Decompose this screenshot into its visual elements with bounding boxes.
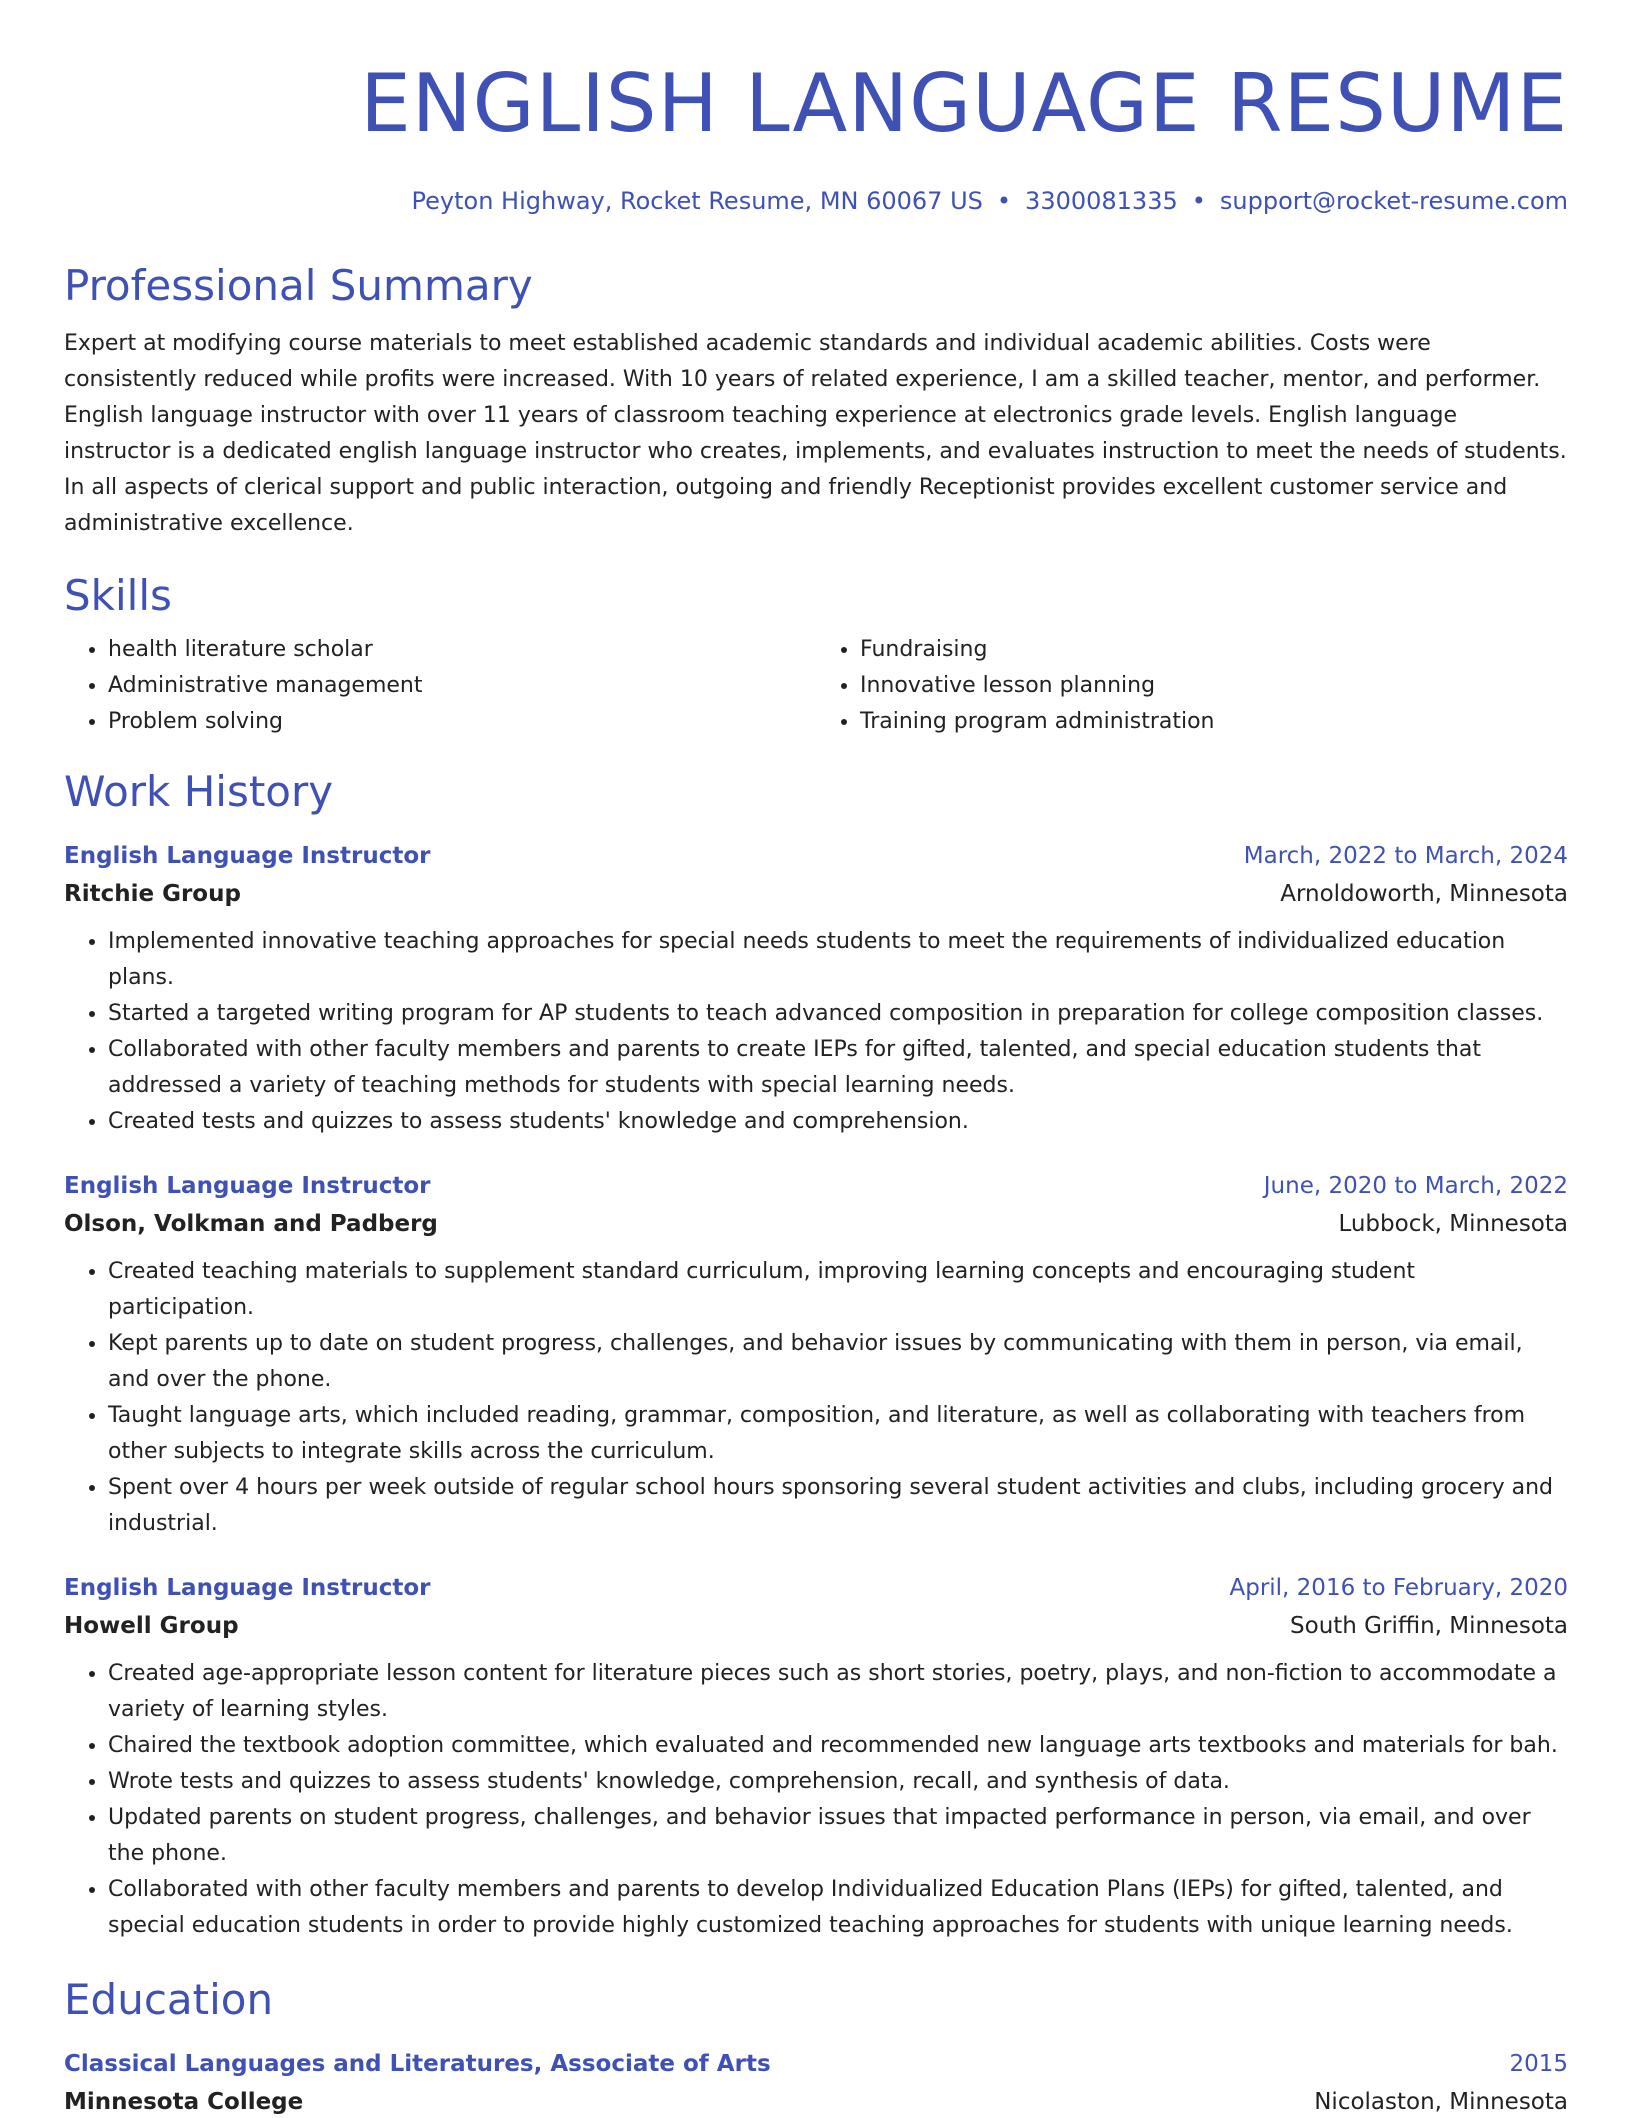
contact-separator: • xyxy=(1191,187,1206,215)
job-entry xyxy=(64,1170,1568,1542)
contact-address: Peyton Highway, Rocket Resume, MN 60067 US xyxy=(411,187,983,215)
job-company: Ritchie Group xyxy=(64,881,241,907)
resume-header xyxy=(64,56,1568,216)
skills-column-left xyxy=(64,632,816,740)
job-location: Lubbock, Minnesota xyxy=(1338,1211,1568,1237)
job-entry xyxy=(64,840,1568,1140)
skill-item: • Training program administration xyxy=(860,704,1568,740)
job-dates: June, 2020 to March, 2022 xyxy=(1263,1173,1568,1199)
job-entry xyxy=(64,1572,1568,1944)
job-bullets xyxy=(64,1254,1568,1542)
skills-list xyxy=(64,632,1568,740)
education-year: 2015 xyxy=(1509,2051,1568,2077)
skill-item: • Problem solving xyxy=(108,704,816,740)
job-title: English Language Instructor xyxy=(64,1575,431,1601)
job-bullet: • Collaborated with other faculty members and parents to create IEPs for gifted, talented, and special education students that addressed a variety of teaching methods for students with special learning needs. xyxy=(108,1032,1568,1104)
job-bullet: • Collaborated with other faculty members and parents to develop Individualized Education Plans (IEPs) for gifted, talented, and special education students in order to provide highly customized teaching approaches for students with unique learning needs. xyxy=(108,1872,1568,1944)
job-bullet: • Implemented innovative teaching approaches for special needs students to meet the requirements of individualized education plans. xyxy=(108,924,1568,996)
skills-column-right xyxy=(816,632,1568,740)
job-bullet: • Created age-appropriate lesson content for literature pieces such as short stories, poetry, plays, and non-fiction to accommodate a variety of learning styles. xyxy=(108,1656,1568,1728)
job-title: English Language Instructor xyxy=(64,1173,431,1199)
job-location: Arnoldoworth, Minnesota xyxy=(1280,881,1568,907)
contact-email[interactable]: support@rocket-resume.com xyxy=(1219,187,1568,215)
job-bullet: • Wrote tests and quizzes to assess students' knowledge, comprehension, recall, and synthesis of data. xyxy=(108,1764,1568,1800)
skill-item: • health literature scholar xyxy=(108,632,816,668)
job-location: South Griffin, Minnesota xyxy=(1290,1613,1568,1639)
job-company: Howell Group xyxy=(64,1613,239,1639)
job-bullets xyxy=(64,1656,1568,1944)
job-dates: April, 2016 to February, 2020 xyxy=(1229,1575,1568,1601)
contact-line xyxy=(64,186,1568,216)
contact-phone: 3300081335 xyxy=(1025,187,1178,215)
education-location: Nicolaston, Minnesota xyxy=(1314,2089,1568,2115)
job-bullet: • Kept parents up to date on student progress, challenges, and behavior issues by communicating with them in person, via email, and over the phone. xyxy=(108,1326,1568,1398)
job-bullet: • Chaired the textbook adoption committee, which evaluated and recommended new language arts textbooks and materials for bah. xyxy=(108,1728,1568,1764)
summary-heading: Professional Summary xyxy=(64,261,533,310)
job-title: English Language Instructor xyxy=(64,843,431,869)
job-bullets xyxy=(64,924,1568,1140)
job-bullet: • Started a targeted writing program for AP students to teach advanced composition in preparation for college composition classes. xyxy=(108,996,1568,1032)
resume-name: ENGLISH LANGUAGE RESUME xyxy=(360,57,1568,150)
skill-item: • Innovative lesson planning xyxy=(860,668,1568,704)
job-dates: March, 2022 to March, 2024 xyxy=(1243,843,1568,869)
skill-item: • Administrative management xyxy=(108,668,816,704)
skill-item: • Fundraising xyxy=(860,632,1568,668)
job-bullet: • Taught language arts, which included reading, grammar, composition, and literature, as well as collaborating with teachers from other subjects to integrate skills across the curriculum. xyxy=(108,1398,1568,1470)
job-bullet: • Created teaching materials to supplement standard curriculum, improving learning concepts and encouraging student participation. xyxy=(108,1254,1568,1326)
skills-heading: Skills xyxy=(64,571,172,620)
job-company: Olson, Volkman and Padberg xyxy=(64,1211,438,1237)
summary-text: Expert at modifying course materials to meet established academic standards and individual academic abilities. Costs were consistently reduced while profits were increased. With 10 years of related experience, I am a skilled teacher, mentor, and performer. English language instructor with over 11 years of classroom teaching experience at electronics grade levels. English language instructor is a dedicated english language instructor who creates, implements, and evaluates instruction to meet the needs of students. In all aspects of clerical support and public interaction, outgoing and friendly Receptionist provides excellent customer service and administrative excellence. xyxy=(64,331,1567,536)
education-degree: Classical Languages and Literatures, Associate of Arts xyxy=(64,2051,771,2077)
contact-separator: • xyxy=(996,187,1012,215)
education-school: Minnesota College xyxy=(64,2089,304,2115)
education-entry xyxy=(64,2048,1568,2118)
job-bullet: • Spent over 4 hours per week outside of regular school hours sponsoring several student activities and clubs, including grocery and industrial. xyxy=(108,1470,1568,1542)
education-heading: Education xyxy=(64,1975,274,2024)
work-history-heading: Work History xyxy=(64,767,334,816)
job-bullet: • Created tests and quizzes to assess students' knowledge and comprehension. xyxy=(108,1104,1568,1140)
job-bullet: • Updated parents on student progress, challenges, and behavior issues that impacted performance in person, via email, and over the phone. xyxy=(108,1800,1568,1872)
